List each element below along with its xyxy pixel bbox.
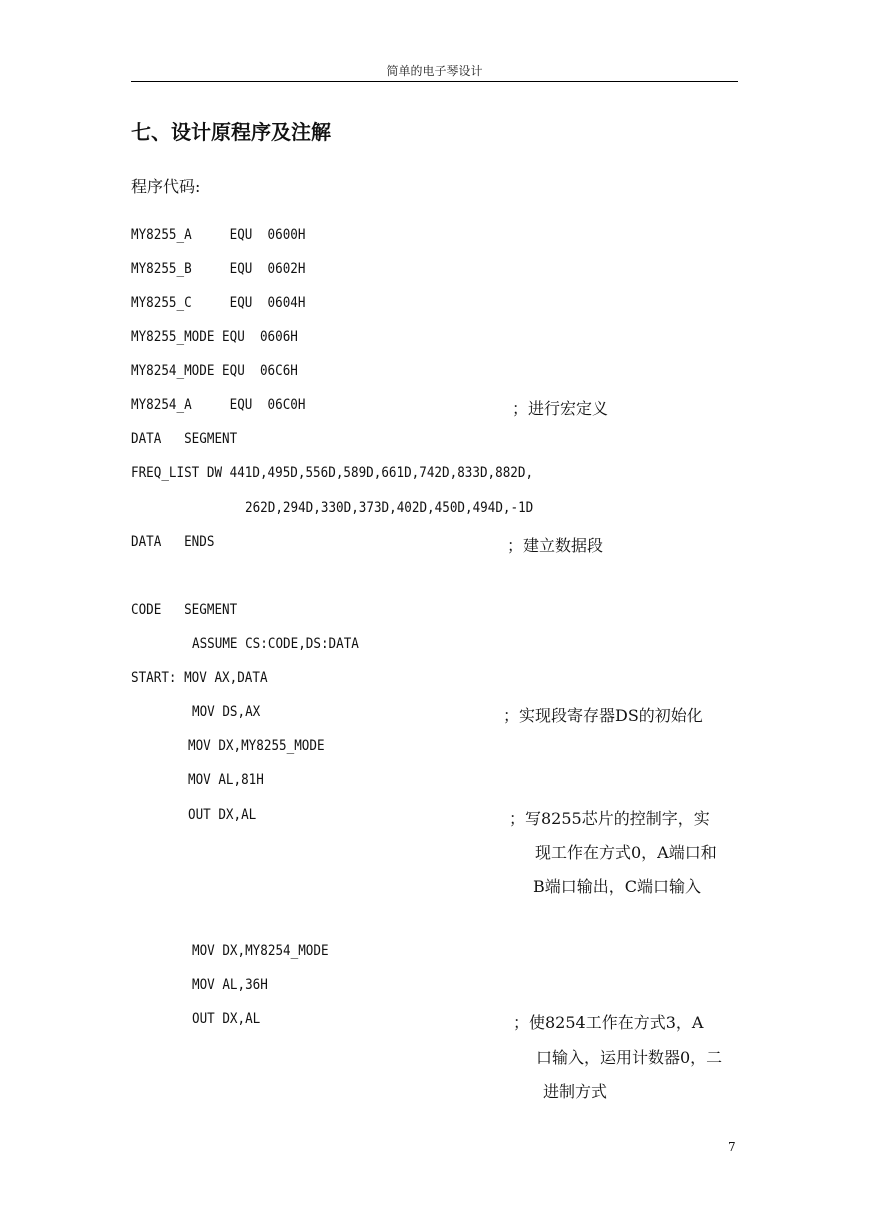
page-header-title: 简单的电子琴设计 — [386, 64, 483, 78]
code-comment: ；写8255芯片的控制字，实 — [509, 809, 710, 828]
code-comment: ；进行宏定义 — [512, 399, 609, 418]
code-line: CODE SEGMENT — [131, 602, 238, 618]
code-line: MY8254_A EQU 06C0H — [131, 397, 306, 413]
code-line: MOV AL,36H — [192, 977, 268, 993]
page-number: 7 — [728, 1140, 736, 1154]
code-comment: 现工作在方式0，A端口和 — [535, 843, 717, 862]
code-line: ASSUME CS:CODE,DS:DATA — [192, 636, 359, 652]
code-line: MOV DX,MY8255_MODE — [188, 738, 325, 754]
header-rule — [131, 81, 738, 82]
code-line: MY8255_A EQU 0600H — [131, 227, 306, 243]
code-intro-label: 程序代码: — [131, 177, 201, 196]
code-line: MY8255_C EQU 0604H — [131, 295, 306, 311]
code-line: MOV DS,AX — [192, 704, 261, 720]
code-line: OUT DX,AL — [192, 1011, 261, 1027]
code-comment: ；建立数据段 — [507, 536, 604, 555]
code-line: MOV AL,81H — [188, 772, 264, 788]
code-line: FREQ_LIST DW 441D,495D,556D,589D,661D,742D,833D,882D, — [131, 465, 534, 481]
code-comment: ；实现段寄存器DS的初始化 — [503, 706, 703, 725]
code-line: START: MOV AX,DATA — [131, 670, 268, 686]
code-line: OUT DX,AL — [188, 807, 257, 823]
code-line: MY8254_MODE EQU 06C6H — [131, 363, 298, 379]
section-title: 七、设计原程序及注解 — [131, 120, 331, 144]
code-line: 262D,294D,330D,373D,402D,450D,494D,-1D — [245, 500, 534, 516]
code-comment: 口输入，运用计数器0，二 — [536, 1048, 723, 1067]
code-comment: B端口输出，C端口输入 — [533, 877, 702, 896]
code-line: DATA ENDS — [131, 534, 215, 550]
code-comment: 进制方式 — [543, 1082, 608, 1101]
code-line: MY8255_B EQU 0602H — [131, 261, 306, 277]
code-line: MY8255_MODE EQU 0606H — [131, 329, 298, 345]
code-line: DATA SEGMENT — [131, 431, 238, 447]
code-comment: ；使8254工作在方式3，A — [513, 1013, 704, 1032]
code-line: MOV DX,MY8254_MODE — [192, 943, 329, 959]
